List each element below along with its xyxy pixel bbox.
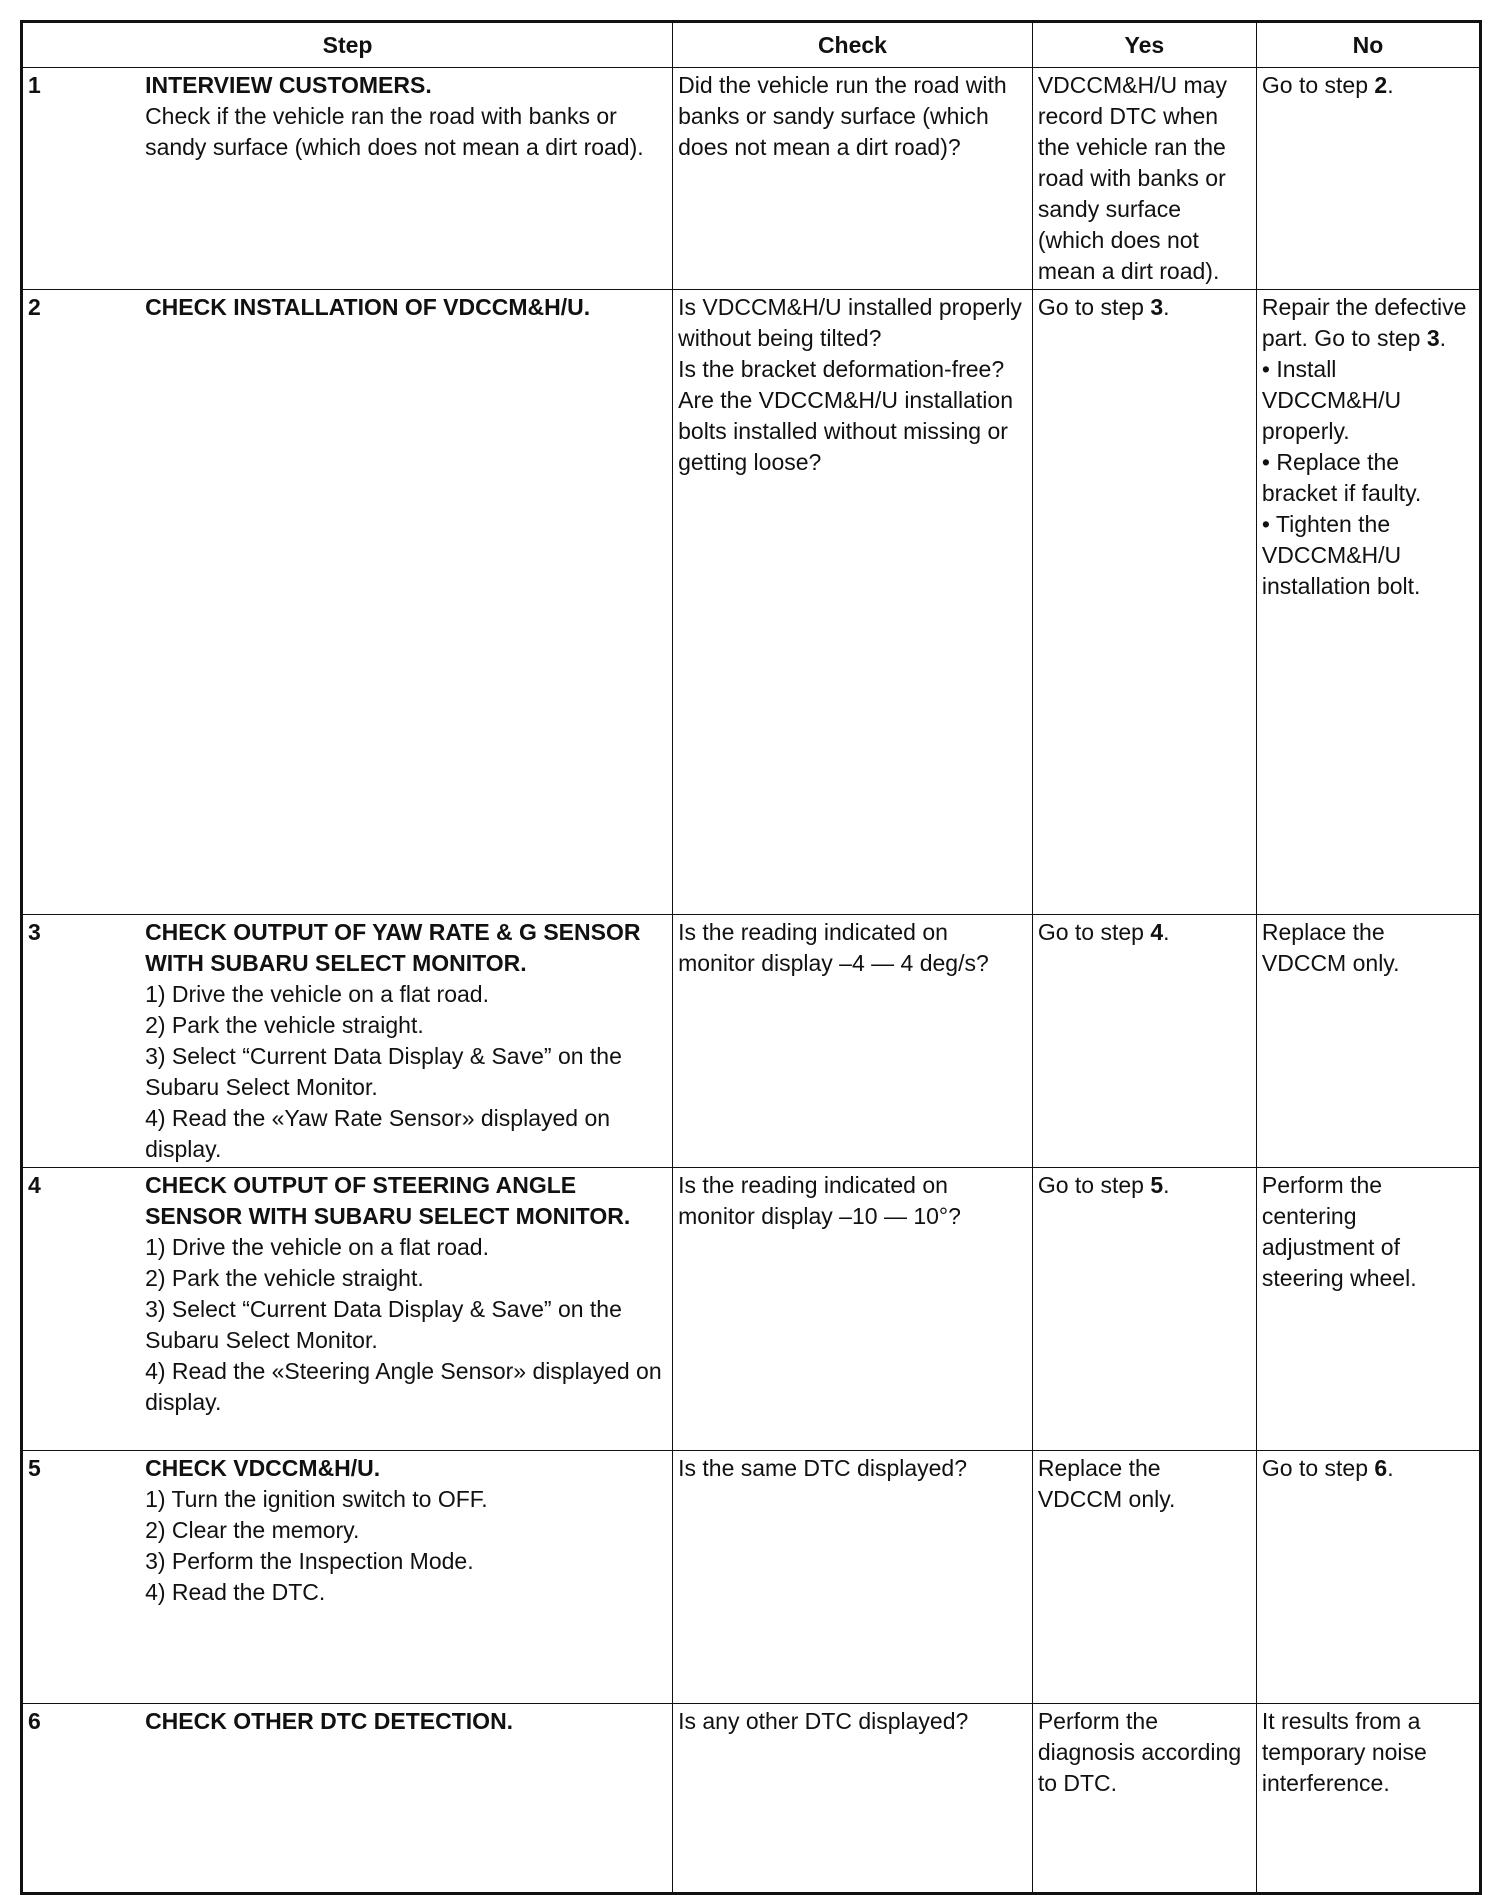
- step-number: 3: [22, 915, 141, 1168]
- check-text: Is the reading indicated on monitor display –10 — 10°?: [678, 1172, 961, 1229]
- step-body: [140, 290, 673, 915]
- yes-text-suffix: .: [1163, 294, 1170, 320]
- step-body: [140, 68, 673, 290]
- procedure-step: 1) Drive the vehicle on a flat road.: [145, 1234, 489, 1260]
- check-text: Is VDCCM&H/U installed properly without being tilted?: [678, 294, 1022, 351]
- step-number: 2: [22, 290, 141, 915]
- procedure-step: 2) Clear the memory.: [145, 1517, 360, 1543]
- check-cell: [673, 290, 1033, 915]
- header-step: Step: [22, 22, 673, 68]
- yes-step-ref: 4: [1150, 919, 1164, 945]
- table-row-step-5: [22, 1451, 1481, 1704]
- check-text: Is the reading indicated on monitor display –4 — 4 deg/s?: [678, 919, 989, 976]
- no-bullet: • Install VDCCM&H/U properly.: [1261, 356, 1402, 444]
- step-title: INTERVIEW CUSTOMERS.: [145, 72, 432, 98]
- procedure-step: 4) Read the «Yaw Rate Sensor» displayed on display.: [145, 1105, 611, 1162]
- check-text: Is the same DTC displayed?: [678, 1455, 968, 1481]
- step-body: [140, 1168, 673, 1451]
- yes-cell: [1032, 1168, 1256, 1451]
- yes-text-suffix: .: [1163, 919, 1170, 945]
- no-cell: [1256, 915, 1480, 1168]
- yes-cell: [1032, 1704, 1256, 1894]
- no-cell: [1256, 1704, 1480, 1894]
- no-cell: [1256, 68, 1480, 290]
- step-title: CHECK OUTPUT OF YAW RATE & G SENSOR WITH SUBARU SELECT MONITOR.: [145, 919, 641, 976]
- table-row-step-3: [22, 915, 1481, 1168]
- check-cell: [673, 915, 1033, 1168]
- check-text: Is any other DTC displayed?: [678, 1708, 969, 1734]
- check-cell: [673, 1704, 1033, 1894]
- step-body: [140, 915, 673, 1168]
- diagnostic-table: [20, 20, 1482, 1895]
- yes-text: Replace the VDCCM only.: [1037, 1455, 1176, 1512]
- procedure-step: 3) Select “Current Data Display & Save” on the Subaru Select Monitor.: [145, 1043, 622, 1100]
- step-number: 5: [22, 1451, 141, 1704]
- check-text: Is the bracket deformation-free?: [678, 356, 1005, 382]
- yes-text: Go to step: [1037, 919, 1151, 945]
- table-row-step-1: [22, 68, 1481, 290]
- no-step-ref: 6: [1374, 1455, 1388, 1481]
- no-cell: [1256, 290, 1480, 915]
- step-title: CHECK OUTPUT OF STEERING ANGLE SENSOR WITH SUBARU SELECT MONITOR.: [145, 1172, 631, 1229]
- check-text: Are the VDCCM&H/U installation bolts installed without missing or getting loose?: [678, 387, 1014, 475]
- no-text: Go to step: [1261, 1455, 1375, 1481]
- check-cell: [673, 1168, 1033, 1451]
- header-row: [22, 22, 1481, 68]
- step-title: CHECK OTHER DTC DETECTION.: [145, 1708, 514, 1734]
- table-row-step-4: [22, 1168, 1481, 1451]
- procedure-step: 1) Turn the ignition switch to OFF.: [145, 1486, 488, 1512]
- no-text: Perform the centering adjustment of steering wheel.: [1261, 1172, 1417, 1291]
- no-cell: [1256, 1451, 1480, 1704]
- check-text: Did the vehicle run the road with banks or sandy surface (which does not mean a dirt road)?: [678, 72, 1007, 160]
- procedure-step: 3) Perform the Inspection Mode.: [145, 1548, 474, 1574]
- step-number: 4: [22, 1168, 141, 1451]
- no-text-suffix: .: [1439, 325, 1446, 351]
- yes-cell: [1032, 915, 1256, 1168]
- no-bullet: • Tighten the VDCCM&H/U installation bolt.: [1261, 511, 1421, 599]
- no-bullet: • Replace the bracket if faulty.: [1261, 449, 1422, 506]
- header-no: No: [1256, 22, 1480, 68]
- yes-text: Go to step: [1037, 1172, 1151, 1198]
- yes-text: VDCCM&H/U may record DTC when the vehicle ran the road with banks or sandy surface (which does not mean a dirt road).: [1037, 72, 1227, 284]
- header-check: Check: [673, 22, 1033, 68]
- step-title: CHECK INSTALLATION OF VDCCM&H/U.: [145, 294, 591, 320]
- yes-cell: [1032, 290, 1256, 915]
- yes-text-suffix: .: [1163, 1172, 1170, 1198]
- no-text-suffix: .: [1387, 1455, 1394, 1481]
- header-yes: Yes: [1032, 22, 1256, 68]
- check-cell: [673, 68, 1033, 290]
- check-cell: [673, 1451, 1033, 1704]
- yes-step-ref: 5: [1150, 1172, 1164, 1198]
- yes-cell: [1032, 1451, 1256, 1704]
- procedure-step: 4) Read the DTC.: [145, 1579, 326, 1605]
- table-row-step-6: [22, 1704, 1481, 1894]
- no-text: Replace the VDCCM only.: [1261, 919, 1400, 976]
- procedure-step: 2) Park the vehicle straight.: [145, 1265, 424, 1291]
- step-description: Check if the vehicle ran the road with banks or sandy surface (which does not mean a dirt road).: [145, 103, 644, 160]
- step-body: [140, 1704, 673, 1894]
- no-step-ref: 3: [1426, 325, 1440, 351]
- procedure-step: 3) Select “Current Data Display & Save” on the Subaru Select Monitor.: [145, 1296, 622, 1353]
- procedure-step: 2) Park the vehicle straight.: [145, 1012, 424, 1038]
- step-number: 1: [22, 68, 141, 290]
- yes-step-ref: 3: [1150, 294, 1164, 320]
- no-text: Go to step: [1261, 72, 1375, 98]
- no-text: Repair the defective part. Go to step: [1261, 294, 1467, 351]
- table-row-step-2: [22, 290, 1481, 915]
- no-text-suffix: .: [1387, 72, 1394, 98]
- no-step-ref: 2: [1374, 72, 1388, 98]
- no-text: It results from a temporary noise interference.: [1261, 1708, 1427, 1796]
- step-body: [140, 1451, 673, 1704]
- step-number: 6: [22, 1704, 141, 1894]
- yes-cell: [1032, 68, 1256, 290]
- step-title: CHECK VDCCM&H/U.: [145, 1455, 381, 1481]
- procedure-step: 1) Drive the vehicle on a flat road.: [145, 981, 489, 1007]
- no-cell: [1256, 1168, 1480, 1451]
- yes-text: Perform the diagnosis according to DTC.: [1037, 1708, 1242, 1796]
- yes-text: Go to step: [1037, 294, 1151, 320]
- procedure-step: 4) Read the «Steering Angle Sensor» displayed on display.: [145, 1358, 662, 1415]
